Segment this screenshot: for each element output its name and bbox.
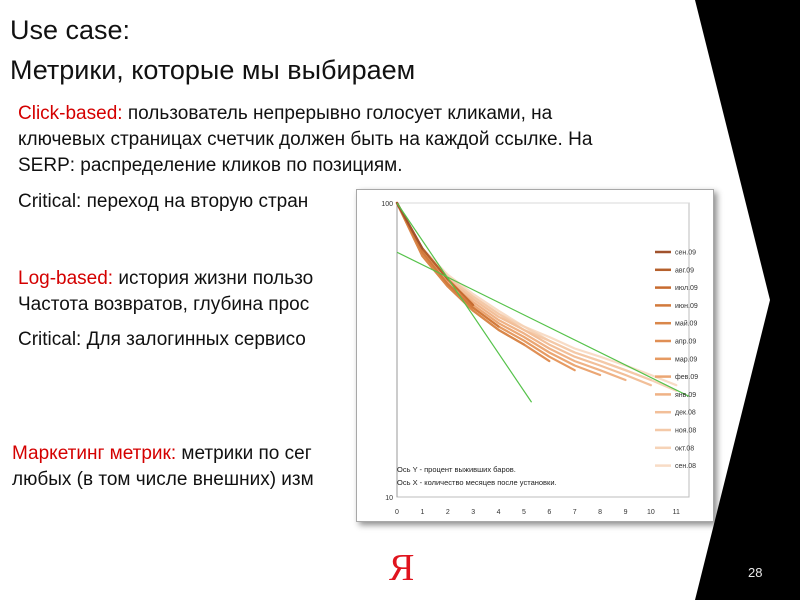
critical-click-line: Critical: переход на вторую стран: [18, 191, 309, 212]
legend-label: авг.09: [675, 267, 695, 275]
x-tick-label: 2: [445, 509, 450, 516]
chart-grid: [397, 203, 689, 497]
log-based-line1: [18, 266, 313, 292]
legend-label: мар.09: [675, 356, 698, 364]
yandex-logo: Я: [389, 547, 415, 589]
x-tick-label: 5: [522, 509, 526, 516]
log-based-label: Log-based:: [18, 268, 114, 289]
legend-label: дек.08: [675, 409, 696, 417]
slide-title-line2: Метрики, которые мы выбираем: [10, 55, 416, 85]
legend-label: сен.08: [675, 463, 696, 471]
plot-area: [397, 203, 689, 497]
chart-frame: [356, 189, 714, 522]
x-tick-label: 10: [647, 509, 655, 516]
legend-label: июн.09: [675, 302, 698, 310]
x-tick-label: 7: [572, 509, 577, 516]
click-based-line3: SERP: распределение кликов по позициям.: [18, 155, 403, 176]
legend-label: фев.09: [675, 374, 699, 382]
chart-annotation-line: Ось Y - процент выживших баров.: [397, 465, 516, 474]
marketing-line1: [12, 441, 312, 467]
x-tick-label: 8: [598, 509, 603, 516]
y-tick-label: 10: [385, 495, 393, 502]
slide-title-line1: Use case:: [10, 15, 131, 45]
x-tick-label: 3: [471, 509, 476, 516]
log-based-text: история жизни пользо: [113, 268, 314, 289]
x-tick-label: 11: [672, 509, 680, 516]
click-based-text: пользователь непрерывно голосует кликами, на: [122, 103, 553, 124]
click-based-label: Click-based:: [18, 103, 123, 124]
chart-annotation-line: Ось X - количество месяцев после установки.: [397, 478, 557, 487]
marketing-label: Маркетинг метрик:: [12, 443, 177, 464]
critical-log-line: Critical: Для залогинных сервисо: [18, 329, 306, 350]
x-tick-label: 6: [547, 509, 552, 516]
x-tick-label: 1: [420, 509, 425, 516]
y-tick-label: 100: [381, 201, 393, 208]
legend-label: янв.09: [675, 391, 697, 399]
click-based-line1: [18, 101, 552, 127]
legend-label: сен.09: [675, 249, 696, 257]
survival-chart: [357, 190, 713, 521]
click-based-line2: ключевых страницах счетчик должен быть на каждой ссылке. На: [18, 129, 593, 150]
legend-label: июл.09: [675, 285, 698, 293]
x-tick-label: 4: [496, 509, 501, 516]
page-number: 28: [748, 565, 763, 580]
legend-label: окт.08: [675, 445, 695, 453]
marketing-line2: любых (в том числе внешних) изм: [12, 469, 314, 490]
log-based-line2: Частота возвратов, глубина прос: [18, 294, 310, 315]
legend-label: май.09: [675, 320, 698, 328]
marketing-text: метрики по сег: [176, 443, 312, 464]
legend-label: апр.09: [675, 338, 697, 346]
x-tick-label: 0: [395, 509, 399, 516]
x-tick-label: 9: [623, 509, 628, 516]
legend-label: ноя.08: [675, 427, 697, 435]
